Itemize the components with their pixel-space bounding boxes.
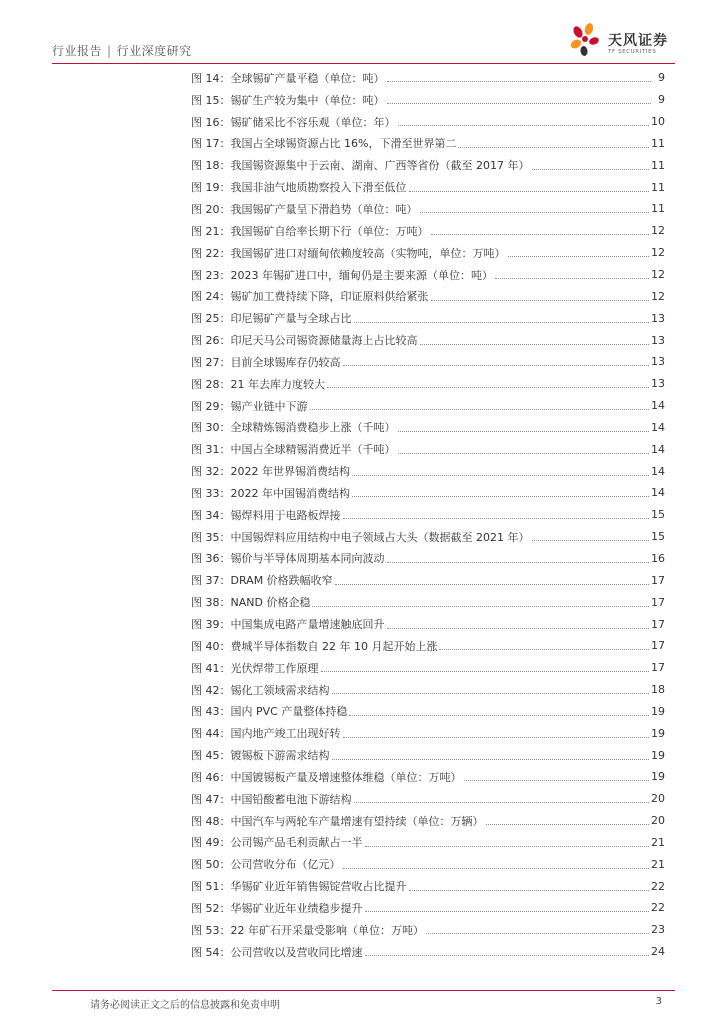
toc-dot-leader	[310, 409, 650, 410]
toc-page-number: 14	[651, 399, 665, 413]
toc-figure-title: 我国锡矿进口对缅甸依赖度较高（实物吨，单位：万吨）	[230, 246, 506, 260]
toc-dot-leader	[332, 693, 650, 694]
toc-figure-number: 图 46：	[191, 770, 231, 784]
page-header	[0, 0, 724, 64]
breadcrumb-report-category: 行业深度研究	[116, 44, 192, 58]
toc-entry[interactable]	[191, 111, 665, 133]
toc-entry[interactable]	[191, 766, 665, 788]
toc-page-number: 16	[651, 551, 665, 565]
toc-figure-title: 印尼天马公司锡资源储量海上占比较高	[230, 334, 418, 348]
toc-page-number: 12	[651, 224, 665, 238]
toc-figure-title: 锡矿储采比不容乐观（单位：年）	[230, 115, 396, 129]
toc-dot-leader	[354, 322, 650, 323]
toc-entry[interactable]	[191, 373, 665, 395]
toc-figure-number: 图 37：	[191, 574, 231, 588]
breadcrumb-report-type: 行业报告	[52, 44, 103, 58]
toc-entry[interactable]	[191, 504, 665, 526]
toc-entry[interactable]	[191, 635, 665, 657]
toc-figure-title: 公司营收分布（亿元）	[230, 858, 341, 872]
toc-page-number: 21	[651, 835, 665, 849]
toc-figure-number: 图 22：	[191, 246, 231, 260]
toc-figure-number: 图 40：	[191, 639, 231, 653]
toc-page-number: 19	[651, 770, 665, 784]
toc-figure-title: 全球精炼锡消费稳步上涨（千吨）	[230, 421, 396, 435]
toc-dot-leader	[409, 890, 650, 891]
toc-dot-leader	[343, 365, 650, 366]
toc-figure-title: 我国非油气地质勘察投入下滑至低位	[230, 181, 407, 195]
toc-dot-leader	[420, 344, 650, 345]
toc-figure-title: 2022 年中国锡消费结构	[230, 486, 350, 500]
toc-figure-number: 图 14：	[191, 71, 231, 85]
toc-figure-number: 图 36：	[191, 552, 231, 566]
toc-page-number: 19	[651, 704, 665, 718]
toc-dot-leader	[365, 955, 650, 956]
toc-figure-title: 费城半导体指数自 22 年 10 月起开始上涨	[230, 639, 438, 653]
toc-dot-leader	[332, 759, 650, 760]
toc-figure-title: 中国铅酸蓄电池下游结构	[230, 792, 352, 806]
toc-figure-title: 国内 PVC 产量整体持稳	[230, 705, 348, 719]
toc-figure-title: 锡价与半导体周期基本同向波动	[230, 552, 385, 566]
toc-dot-leader	[439, 649, 649, 650]
toc-page-number: 12	[651, 289, 665, 303]
toc-entry[interactable]	[191, 154, 665, 176]
toc-entry[interactable]	[191, 285, 665, 307]
toc-figure-title: 2022 年世界锡消费结构	[230, 465, 350, 479]
toc-page-number: 22	[651, 879, 665, 893]
toc-page-number: 19	[651, 748, 665, 762]
toc-figure-number: 图 29：	[191, 399, 231, 413]
toc-page-number: 17	[651, 639, 665, 653]
toc-figure-title: 我国锡资源集中于云南、湖南、广西等省份（截至 2017 年）	[230, 159, 530, 173]
toc-entry[interactable]	[191, 329, 665, 351]
toc-figure-title: DRAM 价格跌幅收窄	[230, 574, 333, 588]
toc-entry[interactable]	[191, 264, 665, 286]
toc-page-number: 17	[651, 617, 665, 631]
toc-dot-leader	[431, 234, 650, 235]
toc-figure-title: 镀锡板下游需求结构	[230, 749, 330, 763]
header-divider	[52, 63, 675, 64]
toc-page-number: 12	[651, 268, 665, 282]
toc-figure-title: 我国锡矿自给率长期下行（单位：万吨）	[230, 224, 429, 238]
toc-page-number: 9	[658, 93, 665, 107]
toc-dot-leader	[352, 496, 649, 497]
toc-figure-number: 图 51：	[191, 880, 231, 894]
toc-figure-title: 目前全球锡库存仍较高	[230, 355, 341, 369]
toc-dot-leader	[335, 584, 649, 585]
toc-entry[interactable]	[191, 897, 665, 919]
toc-entry[interactable]	[191, 788, 665, 810]
toc-dot-leader	[365, 846, 650, 847]
toc-figure-number: 图 33：	[191, 486, 231, 500]
toc-dot-leader	[458, 147, 649, 148]
toc-figure-number: 图 32：	[191, 465, 231, 479]
logo-company-subtitle: TF SECURITIES	[608, 49, 657, 55]
toc-entry[interactable]	[191, 810, 665, 832]
toc-dot-leader	[343, 868, 650, 869]
toc-figure-title: 锡产业链中下游	[230, 399, 308, 413]
toc-entry[interactable]	[191, 722, 665, 744]
toc-figure-number: 图 27：	[191, 355, 231, 369]
toc-entry[interactable]	[191, 875, 665, 897]
toc-figure-title: 我国占全球锡资源占比 16%，下滑至世界第二	[230, 137, 457, 151]
toc-figure-number: 图 50：	[191, 858, 231, 872]
toc-entry[interactable]	[191, 460, 665, 482]
toc-figure-title: 公司锡产品毛利贡献占一半	[230, 836, 363, 850]
toc-page-number: 13	[651, 377, 665, 391]
toc-dot-leader	[312, 606, 649, 607]
toc-entry[interactable]	[191, 569, 665, 591]
toc-figure-title: 国内地产竣工出现好转	[230, 727, 341, 741]
toc-dot-leader	[426, 933, 649, 934]
toc-page-number: 22	[651, 901, 665, 915]
toc-page-number: 10	[651, 115, 665, 129]
toc-figure-title: 中国占全球精锡消费近半（千吨）	[230, 443, 396, 457]
toc-entry[interactable]	[191, 307, 665, 329]
toc-entry[interactable]	[191, 700, 665, 722]
toc-entry[interactable]	[191, 438, 665, 460]
toc-dot-leader	[387, 103, 652, 104]
footer-disclaimer: 请务必阅读正文之后的信息披露和免责申明	[90, 1000, 280, 1011]
toc-entry[interactable]	[191, 89, 665, 111]
toc-page-number: 17	[651, 573, 665, 587]
toc-entry[interactable]	[191, 548, 665, 570]
toc-page-number: 15	[651, 508, 665, 522]
toc-figure-title: 我国锡矿产量呈下滑趋势（单位：吨）	[230, 202, 418, 216]
toc-entry[interactable]	[191, 67, 665, 89]
toc-entry[interactable]	[191, 220, 665, 242]
toc-figure-number: 图 42：	[191, 683, 231, 697]
toc-figure-number: 图 49：	[191, 836, 231, 850]
toc-figure-number: 图 23：	[191, 268, 231, 282]
toc-figure-number: 图 17：	[191, 137, 231, 151]
toc-dot-leader	[387, 562, 650, 563]
toc-figure-number: 图 45：	[191, 749, 231, 763]
toc-figure-number: 图 19：	[191, 181, 231, 195]
toc-figure-title: 中国汽车与两轮车产量增速有望持续（单位：万辆）	[230, 814, 484, 828]
toc-figure-number: 图 47：	[191, 792, 231, 806]
toc-entry[interactable]	[191, 744, 665, 766]
toc-figure-number: 图 38：	[191, 596, 231, 610]
toc-figure-number: 图 24：	[191, 290, 231, 304]
toc-figure-number: 图 41：	[191, 661, 231, 675]
toc-dot-leader	[508, 256, 650, 257]
toc-dot-leader	[365, 911, 650, 912]
toc-dot-leader	[321, 671, 650, 672]
toc-page-number: 15	[651, 530, 665, 544]
toc-entry[interactable]	[191, 482, 665, 504]
toc-entry[interactable]	[191, 176, 665, 198]
toc-page-number: 18	[651, 683, 665, 697]
figure-table-of-contents	[191, 67, 665, 963]
toc-figure-title: 华锡矿业近年业绩稳步提升	[230, 901, 363, 915]
toc-figure-title: 光伏焊带工作原理	[230, 661, 319, 675]
toc-entry[interactable]	[191, 853, 665, 875]
toc-figure-number: 图 30：	[191, 421, 231, 435]
toc-figure-number: 图 35：	[191, 530, 231, 544]
toc-dot-leader	[420, 212, 650, 213]
toc-figure-number: 图 34：	[191, 508, 231, 522]
toc-page-number: 21	[651, 857, 665, 871]
breadcrumb-separator: |	[107, 44, 112, 58]
toc-figure-title: NAND 价格企稳	[230, 596, 311, 610]
toc-dot-leader	[387, 81, 652, 82]
toc-figure-title: 锡焊料用于电路板焊接	[230, 508, 341, 522]
toc-entry[interactable]	[191, 591, 665, 613]
toc-dot-leader	[409, 191, 650, 192]
toc-page-number: 23	[651, 923, 665, 937]
toc-page-number: 11	[651, 180, 665, 194]
toc-figure-title: 锡矿生产较为集中（单位：吨）	[230, 93, 385, 107]
toc-figure-number: 图 20：	[191, 202, 231, 216]
toc-dot-leader	[343, 737, 650, 738]
toc-dot-leader	[387, 628, 650, 629]
toc-dot-leader	[349, 715, 649, 716]
toc-entry[interactable]	[191, 919, 665, 941]
toc-page-number: 20	[651, 814, 665, 828]
toc-page-number: 19	[651, 726, 665, 740]
toc-dot-leader	[495, 278, 649, 279]
toc-entry[interactable]	[191, 832, 665, 854]
toc-dot-leader	[352, 475, 649, 476]
toc-figure-number: 图 25：	[191, 312, 231, 326]
toc-dot-leader	[327, 387, 649, 388]
toc-dot-leader	[398, 453, 650, 454]
toc-page-number: 9	[658, 71, 665, 85]
toc-dot-leader	[464, 780, 650, 781]
toc-figure-title: 2023 年锡矿进口中，缅甸仍是主要来源（单位：吨）	[230, 268, 493, 282]
toc-page-number: 24	[651, 945, 665, 959]
toc-page-number: 13	[651, 333, 665, 347]
toc-dot-leader	[532, 169, 650, 170]
toc-page-number: 11	[651, 202, 665, 216]
toc-figure-number: 图 44：	[191, 727, 231, 741]
toc-figure-title: 22 年矿石开采量受影响（单位：万吨）	[230, 923, 424, 937]
toc-dot-leader	[486, 824, 650, 825]
toc-figure-number: 图 26：	[191, 334, 231, 348]
toc-entry[interactable]	[191, 351, 665, 373]
company-logo	[568, 22, 678, 60]
toc-page-number: 14	[651, 464, 665, 478]
toc-figure-title: 中国集成电路产量增速触底回升	[230, 618, 385, 632]
breadcrumb	[52, 42, 192, 59]
toc-figure-number: 图 53：	[191, 923, 231, 937]
toc-entry[interactable]	[191, 526, 665, 548]
toc-figure-number: 图 52：	[191, 901, 231, 915]
toc-dot-leader	[398, 125, 650, 126]
toc-entry[interactable]	[191, 613, 665, 635]
toc-figure-title: 中国镀锡板产量及增速整体维稳（单位：万吨）	[230, 770, 462, 784]
toc-entry[interactable]	[191, 941, 665, 963]
toc-figure-number: 图 54：	[191, 945, 231, 959]
toc-page-number: 17	[651, 661, 665, 675]
toc-figure-number: 图 21：	[191, 224, 231, 238]
toc-entry[interactable]	[191, 657, 665, 679]
toc-figure-title: 锡矿加工费持续下降，印证原料供给紧张	[230, 290, 429, 304]
toc-page-number: 14	[651, 486, 665, 500]
toc-dot-leader	[343, 518, 650, 519]
toc-page-number: 17	[651, 595, 665, 609]
toc-figure-number: 图 16：	[191, 115, 231, 129]
page-number: 3	[655, 996, 662, 1007]
toc-page-number: 13	[651, 355, 665, 369]
toc-figure-number: 图 48：	[191, 814, 231, 828]
toc-page-number: 11	[651, 158, 665, 172]
toc-dot-leader	[354, 802, 650, 803]
toc-figure-number: 图 28：	[191, 377, 231, 391]
toc-page-number: 20	[651, 792, 665, 806]
toc-figure-title: 21 年去库力度较大	[230, 377, 325, 391]
toc-entry[interactable]	[191, 133, 665, 155]
toc-figure-title: 锡化工领域需求结构	[230, 683, 330, 697]
toc-figure-number: 图 43：	[191, 705, 231, 719]
toc-figure-number: 图 15：	[191, 93, 231, 107]
toc-figure-number: 图 39：	[191, 618, 231, 632]
toc-dot-leader	[532, 540, 650, 541]
toc-figure-title: 公司营收以及营收同比增速	[230, 945, 363, 959]
toc-entry[interactable]	[191, 395, 665, 417]
logo-company-name: 天风证券	[608, 33, 668, 49]
toc-figure-number: 图 31：	[191, 443, 231, 457]
logo-mark-icon	[568, 22, 606, 60]
toc-page-number: 14	[651, 442, 665, 456]
toc-page-number: 14	[651, 420, 665, 434]
toc-figure-number: 图 18：	[191, 159, 231, 173]
toc-dot-leader	[431, 300, 650, 301]
toc-figure-title: 华锡矿业近年销售锡锭营收占比提升	[230, 880, 407, 894]
toc-page-number: 13	[651, 311, 665, 325]
toc-figure-title: 全球锡矿产量平稳（单位：吨）	[230, 71, 385, 85]
toc-entry[interactable]	[191, 679, 665, 701]
toc-figure-title: 印尼锡矿产量与全球占比	[230, 312, 352, 326]
toc-page-number: 12	[651, 246, 665, 260]
toc-entry[interactable]	[191, 198, 665, 220]
toc-entry[interactable]	[191, 242, 665, 264]
toc-dot-leader	[398, 431, 650, 432]
toc-page-number: 11	[651, 136, 665, 150]
toc-figure-title: 中国锡焊料应用结构中电子领域占大头（数据截至 2021 年）	[230, 530, 530, 544]
toc-entry[interactable]	[191, 417, 665, 439]
footer-divider	[52, 990, 675, 991]
